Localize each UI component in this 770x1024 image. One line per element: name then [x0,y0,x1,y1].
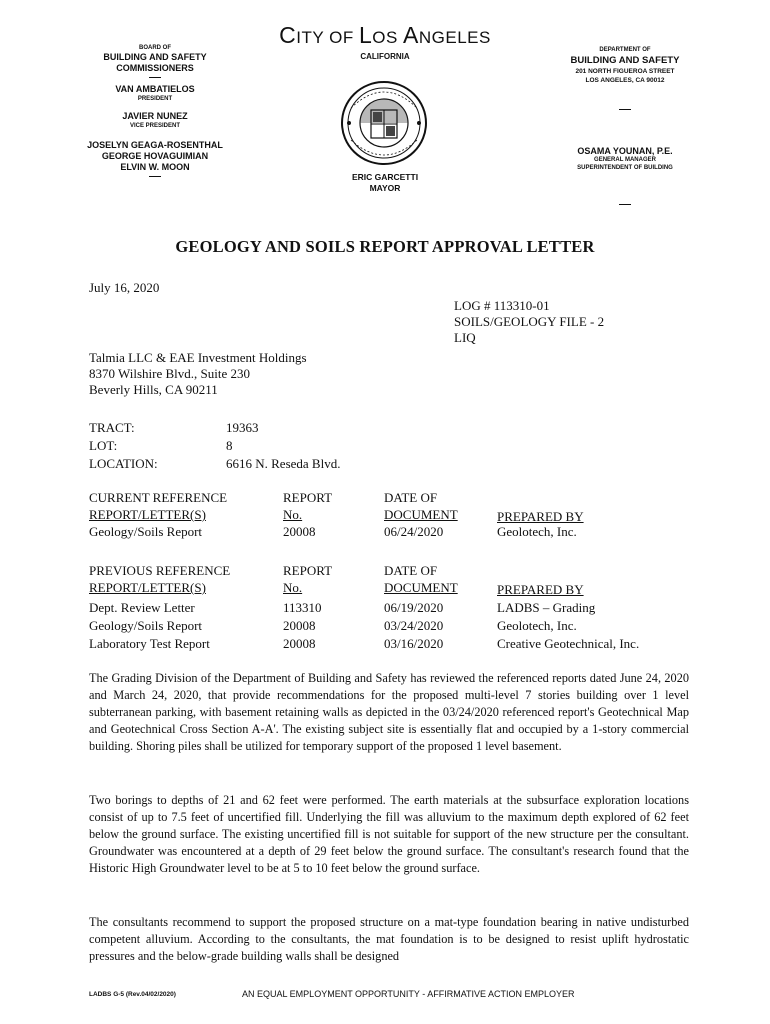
dept-name: BUILDING AND SAFETY [570,55,680,66]
divider [619,109,631,110]
table-cell: 06/19/2020 [384,600,444,615]
board-name-line2: COMMISSIONERS [116,63,194,73]
city-text: ITY OF [296,28,359,47]
table-cell: 113310 [283,600,322,615]
board-member-title: VICE PRESIDENT [129,123,180,129]
board-member-name: GEORGE HOVAGUIMIAN [101,151,209,161]
mayor-name: ERIC GARCETTI [351,172,419,182]
state-label: CALIFORNIA [360,52,410,61]
table-cell: 03/24/2020 [384,618,444,633]
city-initial: C [279,22,297,48]
table-cell: Geolotech, Inc. [497,618,577,633]
table-cell: Laboratory Test Report [89,636,210,651]
department-block [545,46,705,205]
current-references-table [89,490,699,550]
log-code: LIQ [454,330,476,345]
city-text: OS [372,28,404,47]
column-header: No. [283,507,303,522]
dept-address-line1: 201 NORTH FIGUEROA STREET [575,68,675,75]
table-cell: Geology/Soils Report [89,524,203,539]
city-text: NGELES [418,28,491,47]
city-seal-icon [329,78,439,168]
column-header: DOCUMENT [384,580,458,595]
location-label: LOCATION: [89,456,158,471]
dept-of-label: DEPARTMENT OF [599,47,651,53]
lot-label: LOT: [89,438,118,453]
tract-value: 19363 [226,420,259,435]
property-block [89,420,489,474]
table-cell: Creative Geotechnical, Inc. [497,636,640,651]
previous-references-table [89,563,699,659]
column-header: REPORT [283,490,333,505]
gm-title: GENERAL MANAGER [594,157,656,163]
dept-address-line2: LOS ANGELES, CA 90012 [585,77,665,84]
gm-title2: SUPERINTENDENT OF BUILDING [577,165,673,171]
board-block [60,44,250,183]
board-member-title: PRESIDENT [137,96,173,102]
column-header: DOCUMENT [384,507,458,522]
table-cell: 06/24/2020 [384,524,444,539]
eeo-statement: AN EQUAL EMPLOYMENT OPPORTUNITY - AFFIRMATIVE ACTION EMPLOYER [242,989,575,999]
column-header: PREPARED BY [497,582,584,597]
city-initial: A [403,22,419,48]
table-cell: LADBS – Grading [497,600,596,615]
lot-value: 8 [226,438,233,453]
log-number: LOG # 113310-01 [454,298,550,313]
table-cell: 20008 [283,524,316,539]
column-header: PREVIOUS REFERENCE [89,563,231,578]
divider [619,204,631,205]
column-header: REPORT/LETTER(S) [89,507,206,522]
divider [149,176,161,177]
location-value: 6616 N. Reseda Blvd. [226,456,341,471]
table-cell: 03/16/2020 [384,636,444,651]
board-member-name: JOSELYN GEAGA-ROSENTHAL [87,140,223,150]
city-initial: L [358,22,373,48]
form-number: LADBS G-5 (Rev.04/02/2020) [89,991,176,998]
column-header: CURRENT REFERENCE [89,490,228,505]
column-header: DATE OF [384,490,438,505]
board-of-label: BOARD OF [139,45,171,51]
table-cell: Geolotech, Inc. [497,524,577,539]
addressee-block [89,350,307,398]
divider [149,77,161,78]
mayor-title: MAYOR [369,183,401,193]
table-cell: Dept. Review Letter [89,600,195,615]
letter-date: July 16, 2020 [89,280,160,295]
body-paragraph: Two borings to depths of 21 and 62 feet were performed. The earth materials at the subsurface exploration locations consist of up to 7.5 feet of uncertified fill. Underlying the fill was alluvium to the maximum depth explored of 62 feet below the ground surface. The existing uncertified fill is not suitable for support of the new structure per the consultant. Groundwater was encountered at a depth of 29 feet below the ground surface. The consultant's research found that the Historic High Groundwater level to be at 5 to 10 feet below the ground surface. [89,793,689,875]
table-cell: 20008 [283,618,316,633]
mayor-block [315,172,455,194]
addressee-line: Talmia LLC & EAE Investment Holdings [89,350,307,365]
column-header: DATE OF [384,563,438,578]
addressee-line: Beverly Hills, CA 90211 [89,382,218,397]
body-paragraph: The consultants recommend to support the proposed structure on a mat-type foundation bearing in native undisturbed competent alluvium. According to the consultants, the mat foundation is to be designed to resist uplift hydrostatic pressures and the below-grade building walls shall be designed [89,915,689,963]
table-cell: Geology/Soils Report [89,618,203,633]
city-name [240,22,530,49]
board-member-name: ELVIN W. MOON [120,162,190,172]
board-member-name: JAVIER NUNEZ [122,111,188,121]
column-header: No. [283,580,303,595]
log-block [454,298,604,346]
board-member-name: VAN AMBATIELOS [115,84,195,94]
table-cell: 20008 [283,636,316,651]
column-header: REPORT [283,563,333,578]
body-paragraph: The Grading Division of the Department of Building and Safety has reviewed the referenced reports dated June 24, 2020 and March 24, 2020, that provide recommendations for the proposed multi-level 7 stories building over 1 level subterranean parking, with basement retaining walls as depicted in the 03/24/2020 referenced report's Geotechnical Map and Geotechnical Cross Section A-A'. The existing subject site is essentially flat and occupied by a 1-story commercial building. Shoring piles shall be utilized for temporary support of the proposed 1 level basement. [89,671,689,753]
letter-title: GEOLOGY AND SOILS REPORT APPROVAL LETTER [175,237,595,256]
tract-label: TRACT: [89,420,135,435]
gm-name: OSAMA YOUNAN, P.E. [577,146,673,156]
addressee-line: 8370 Wilshire Blvd., Suite 230 [89,366,251,381]
column-header: REPORT/LETTER(S) [89,580,206,595]
column-header: PREPARED BY [497,509,584,524]
board-name-line1: BUILDING AND SAFETY [103,52,207,62]
log-file: SOILS/GEOLOGY FILE - 2 [454,314,605,329]
